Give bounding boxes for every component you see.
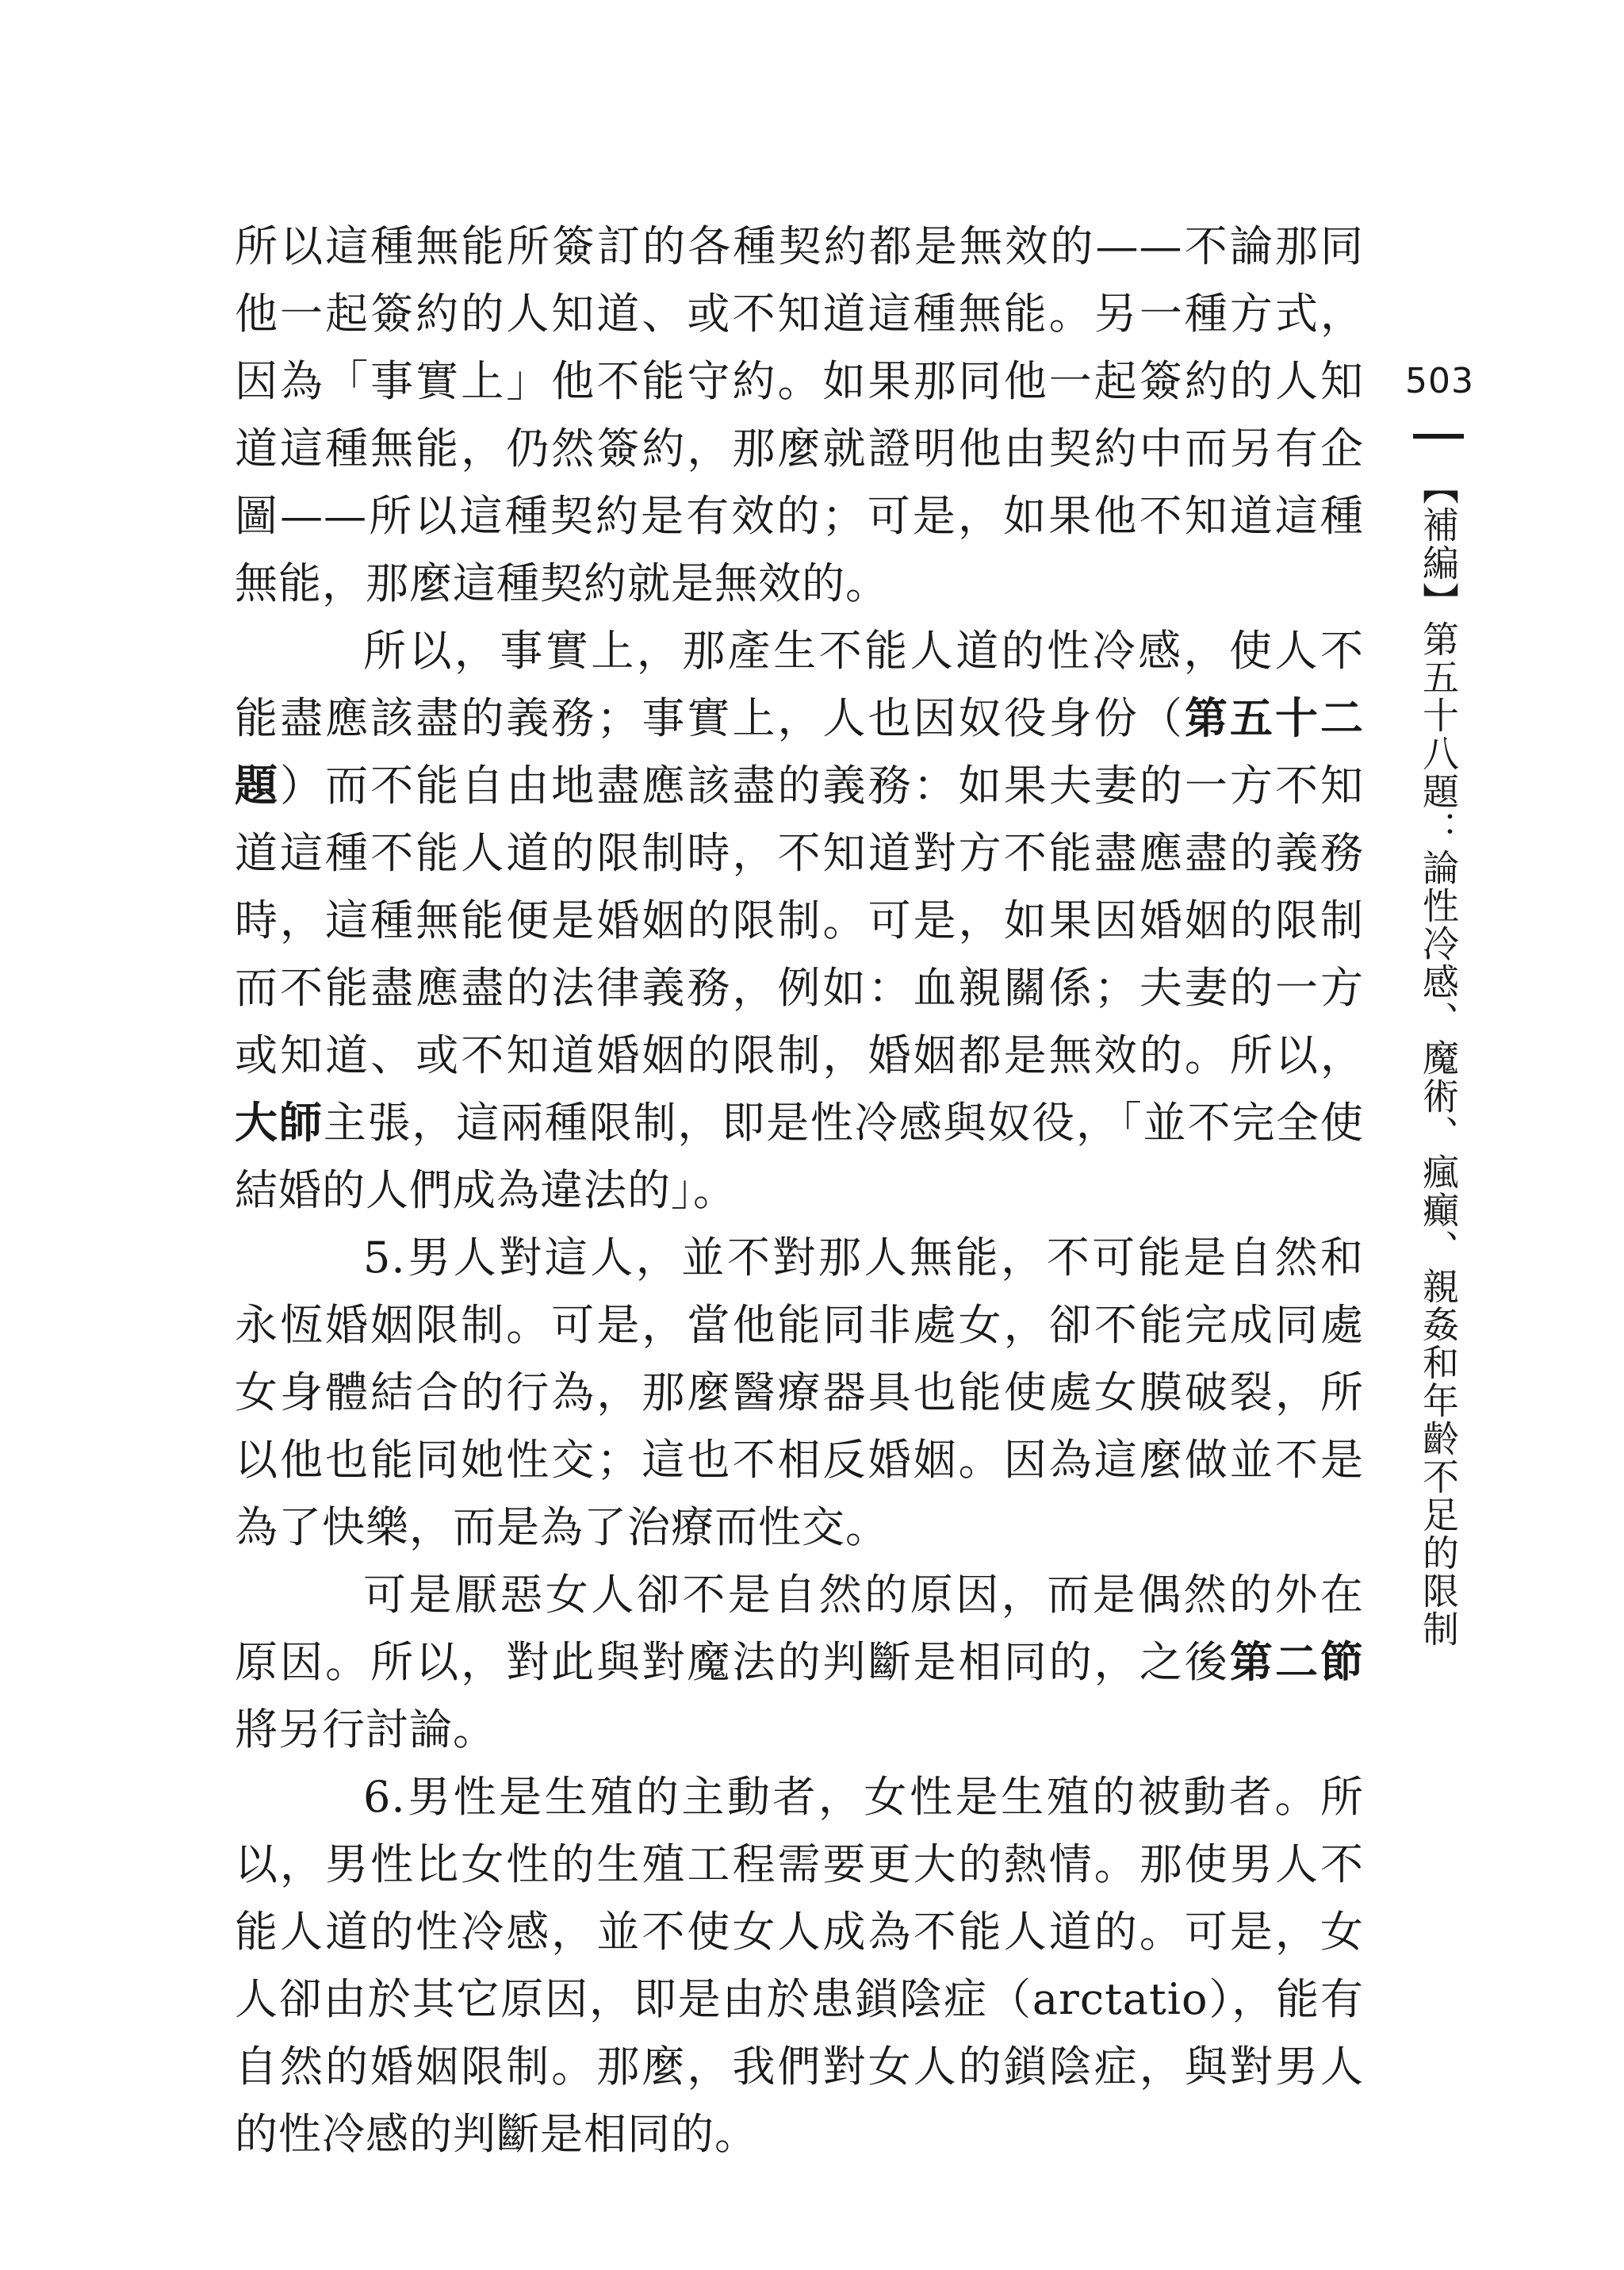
paragraph-text: 可是厭惡女人卻不是自然的原因，而是偶然的外在原因。所以，對此與對魔法的判斷是相同的，之後 — [235, 1570, 1364, 1687]
paragraph-text: 6.男性是生殖的主動者，女性是生殖的被動者。所以，男性比女性的生殖工程需要更大的熱情。那使男人不能人道的性冷感，並不使女人成為不能人道的。可是，女人卻由於其它原因，即是由於患鎖陰症（arctatio），能有自然的婚姻限制。那麼，我們對女人的鎖陰症，與對男人的性冷感的判斷是相同的。 — [235, 1772, 1364, 2159]
page-number: 503 — [1405, 361, 1474, 401]
paragraph-3 — [235, 1224, 1364, 1561]
paragraph-text: 所以這種無能所簽訂的各種契約都是無效的——不論那同他一起簽約的人知道、或不知道這種無能。另一種方式，因為「事實上」他不能守約。如果那同他一起簽約的人知道這種無能，仍然簽約，那麼就證明他由契約中而另有企圖——所以這種契約是有效的；可是，如果他不知道這種無能，那麼這種契約就是無效的。 — [235, 221, 1364, 608]
paragraph-text: 所以，事實上，那產生不能人道的性冷感，使人不能盡應該盡的義務；事實上，人也因奴役身份（ — [235, 626, 1364, 743]
paragraph-text: ）而不能自由地盡應該盡的義務：如果夫妻的一方不知道這種不能人道的限制時，不知道對方不能盡應盡的義務時，這種無能便是婚姻的限制。可是，如果因婚姻的限制而不能盡應盡的法律義務，例如：血親關係；夫妻的一方或知道、或不知道婚姻的限制，婚姻都是無效的。所以， — [235, 761, 1365, 1080]
paragraph-5 — [235, 1763, 1364, 2168]
bold-reference: 第五十二題 — [235, 693, 1364, 811]
bold-term: 大師 — [235, 1098, 324, 1148]
paragraph-text: 5.男人對這人，並不對那人無能，不可能是自然和永恆婚姻限制。可是，當他能同非處女，卻不能完成同處女身體結合的行為，那麼醫療器具也能使處女膜破裂，所以他也能同她性交；這也不相反婚姻。因為這麼做並不是為了快樂，而是為了治療而性交。 — [235, 1233, 1364, 1552]
paragraph-1 — [235, 213, 1364, 617]
paragraph-text: 主張，這兩種限制，即是性冷感與奴役，「並不完全使結婚的人們成為違法的」。 — [235, 1098, 1365, 1215]
running-head: 【補編】第五十八題：論性冷感、魔術、瘋癲、親姦和年齡不足的限制 — [1417, 468, 1460, 1648]
bold-reference: 第二節 — [1229, 1637, 1365, 1687]
body-text — [235, 213, 1364, 2168]
paragraph-2 — [235, 617, 1364, 1224]
paragraph-text: 將另行討論。 — [235, 1704, 496, 1754]
running-head-rule — [1413, 434, 1464, 439]
paragraph-4 — [235, 1561, 1364, 1763]
